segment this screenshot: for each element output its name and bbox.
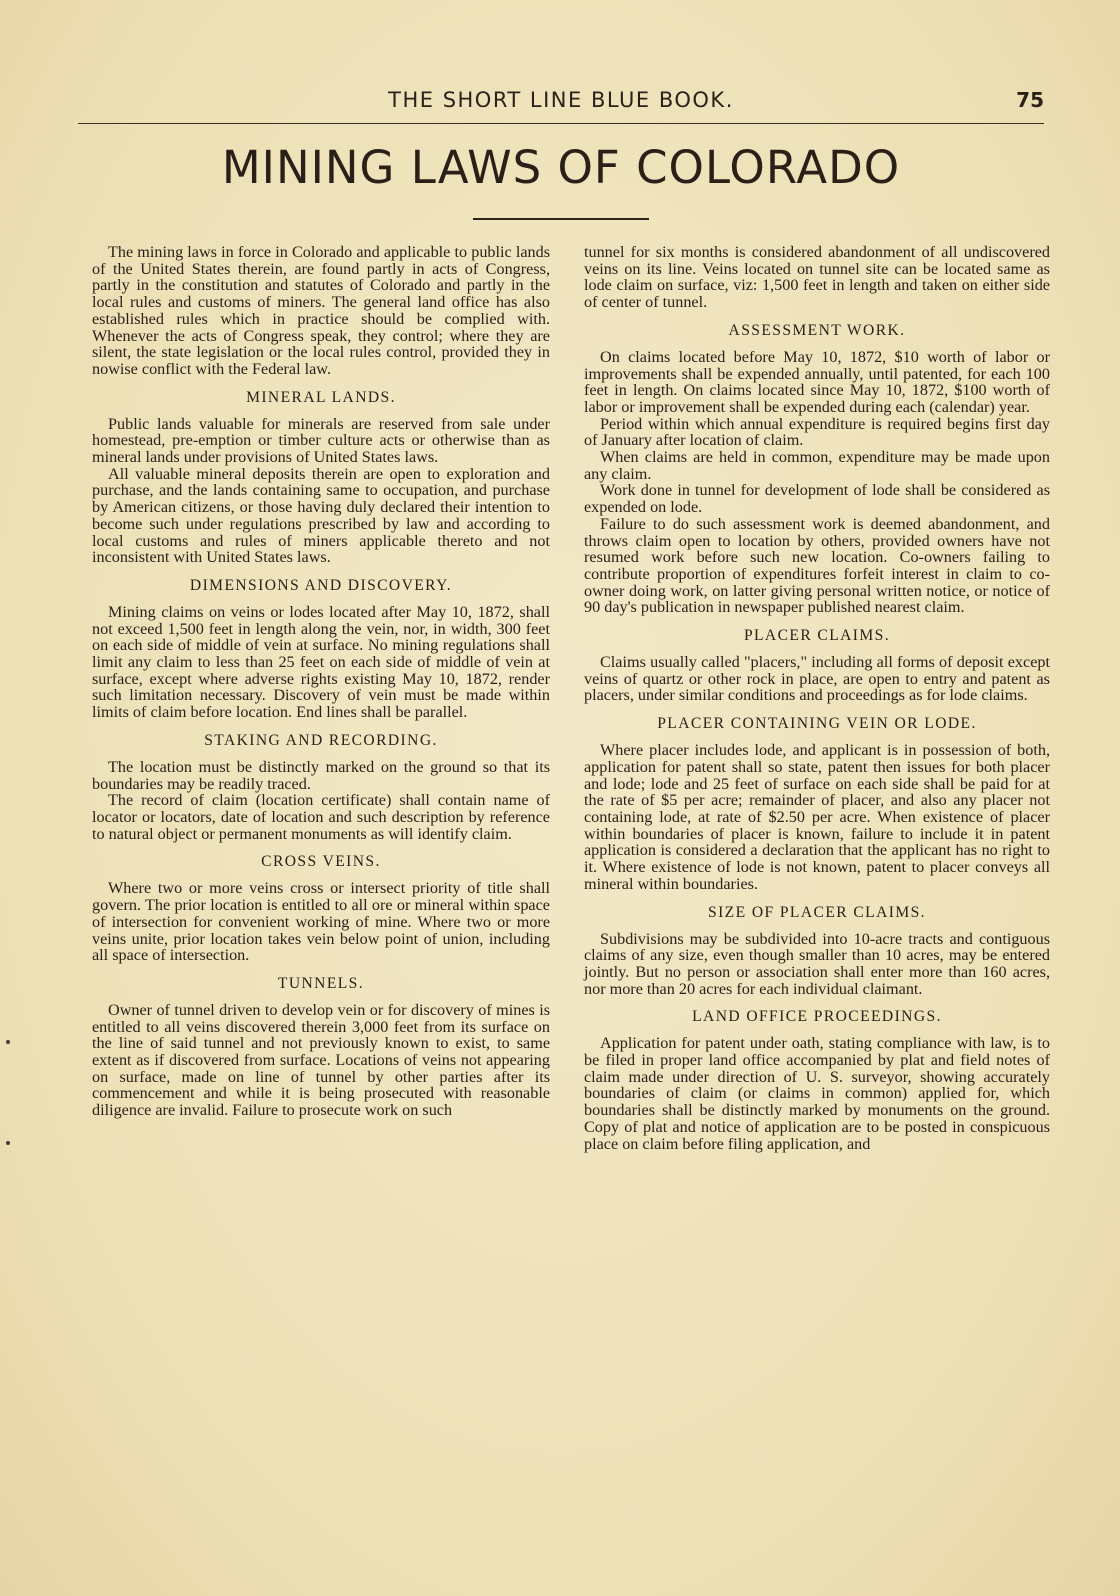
running-title: THE SHORT LINE BLUE BOOK. — [388, 88, 734, 112]
paragraph: Subdivisions may be subdivided into 10-acre tracts and contiguous claims of any size, even though smaller than 10 acres, may be entered jointly. But no person or association shall enter more than 160 acres, nor more than 20 acres for each individual claimant. — [584, 929, 1050, 998]
continued-paragraph: tunnel for six months is considered abandonment of all undiscovered veins on its line. Veins located on tunnel site can be located same as lode claim on surface, viz: 1,500 feet in length and taken on either side of center of tunnel. — [584, 243, 1050, 312]
section-heading-land-office: LAND OFFICE PROCEEDINGS. — [692, 1008, 942, 1026]
paragraph: Application for patent under oath, stating compliance with law, is to be filed in proper land office accompanied by plat and field notes of claim made under direction of U. S. surveyor, showing accurately boundaries of claim (or claims in common) applied for, which boundaries shall be distinctly marked by monuments on the ground. Copy of plat and notice of application are to be posted in conspicuous place on claim before filing application, and — [584, 1034, 1050, 1153]
paragraph: Work done in tunnel for development of lode shall be considered as expended on lode. — [584, 481, 1050, 517]
paragraph: Claims usually called "placers," including all forms of deposit except veins of quartz or other rock in place, are open to entry and patent as placers, under similar conditions and proceedings as for lode claims. — [584, 653, 1050, 705]
paragraph: Period within which annual expenditure is required begins first day of January after location of claim. — [584, 414, 1050, 450]
title-rule — [473, 218, 649, 220]
section-heading-dimensions: DIMENSIONS AND DISCOVERY. — [189, 576, 453, 594]
intro-paragraph: The mining laws in force in Colorado and applicable to public lands of the United States therein, are found partly in acts of Congress, partly in the constitution and statutes of Colorado and partly in the local rules and customs of miners. The general land office has also established rules which in practice should be complied with. Whenever the acts of Congress speak, they control; where they are silent, the state legislation or the local rules control, provided they in nowise conflict with the Federal law. — [92, 243, 550, 378]
section-heading-cross-veins: CROSS VEINS. — [261, 853, 381, 871]
paragraph: Mining claims on veins or lodes located after May 10, 1872, shall not exceed 1,500 feet in length along the vein, nor, in width, 300 feet on each side of middle of vein at surface. No mining regulations shall limit any claim to less than 25 feet on each side of middle of vein at surface, except where adverse rights existing May 10, 1872, render such limitation necessary. Discovery of vein must be made within limits of claim before location. End lines shall be parallel. — [92, 602, 550, 722]
left-column — [92, 244, 550, 1119]
section-heading-assessment: ASSESSMENT WORK. — [728, 321, 906, 339]
page-title: MINING LAWS OF COLORADO — [221, 141, 901, 194]
paragraph: Where placer includes lode, and applicant is in possession of both, application for patent shall so state, patent then issues for both placer and lode; lode and 25 feet of surface on each side shall be paid for at the rate of $5 per acre; remainder of placer, and also any placer not containing lode, at rate of $2.50 per acre. When existence of placer within boundaries of placer is known, failure to include it in patent application is considered a declaration that the applicant has no right to it. Where existence of lode is not known, patent to placer conveys all mineral within boundaries. — [584, 741, 1050, 893]
section-heading-placer-vein: PLACER CONTAINING VEIN OR LODE. — [657, 715, 977, 733]
paragraph: Public lands valuable for minerals are reserved from sale under homestead, pre-emption or timber culture acts or otherwise than as mineral lands under provisions of United States laws. — [92, 414, 550, 467]
header-rule — [78, 123, 1044, 124]
section-heading-placer-claims: PLACER CLAIMS. — [743, 627, 891, 645]
section-heading-staking: STAKING AND RECORDING. — [204, 731, 438, 749]
paragraph: When claims are held in common, expenditure may be made upon any claim. — [584, 448, 1050, 483]
paragraph: The location must be distinctly marked on the ground so that its boundaries may be readily traced. — [92, 757, 550, 793]
paragraph: Where two or more veins cross or intersect priority of title shall govern. The prior location is entitled to all ore or mineral within space of intersection for convenient working of mine. Where two or more veins unite, prior location takes vein below point of union, including all space of intersection. — [92, 879, 550, 965]
right-column — [584, 244, 1050, 1152]
page-number: 75 — [1016, 88, 1044, 112]
paragraph: All valuable mineral deposits therein are open to exploration and purchase, and the lands containing same to occupation, and purchase by American citizens, or those having duly declared their intention to become such under regulations prescribed by law and according to local customs and rules of miners applicable thereto and not inconsistent with United States laws. — [92, 464, 550, 567]
paper-speck — [6, 1040, 10, 1044]
running-head — [78, 86, 1044, 122]
section-heading-size-placer: SIZE OF PLACER CLAIMS. — [708, 903, 926, 921]
paragraph: On claims located before May 10, 1872, $10 worth of labor or improvements shall be expended annually, until patented, for each 100 feet in length. On claims located since May 10, 1872, $100 worth of labor or improvement shall be expended during each (calendar) year. — [584, 347, 1050, 416]
paper-speck — [6, 1141, 10, 1145]
section-heading-mineral-lands: MINERAL LANDS. — [246, 388, 396, 406]
paragraph: Failure to do such assessment work is deemed abandonment, and throws claim open to location by others, provided owners have not resumed work before such new location. Co-owners failing to contribute proportion of expenditures forfeit interest in claim to co-owner doing work, on latter giving personal written notice, or notice of 90 day's publication in newspaper published nearest claim. — [584, 514, 1050, 617]
paragraph: Owner of tunnel driven to develop vein or for discovery of mines is entitled to all veins discovered therein 3,000 feet from its surface on the line of said tunnel and not previously known to exist, to same extent as if discovered from surface. Locations of veins not appearing on surface, made on line of tunnel by other parties after its commencement and while it is being prosecuted with reasonable diligence are invalid. Failure to prosecute work on such — [92, 1000, 550, 1120]
section-heading-tunnels: TUNNELS. — [277, 974, 365, 992]
paragraph: The record of claim (location certificate) shall contain name of locator or locators, date of location and such description by reference to natural object or permanent monuments as will identify claim. — [92, 791, 550, 843]
